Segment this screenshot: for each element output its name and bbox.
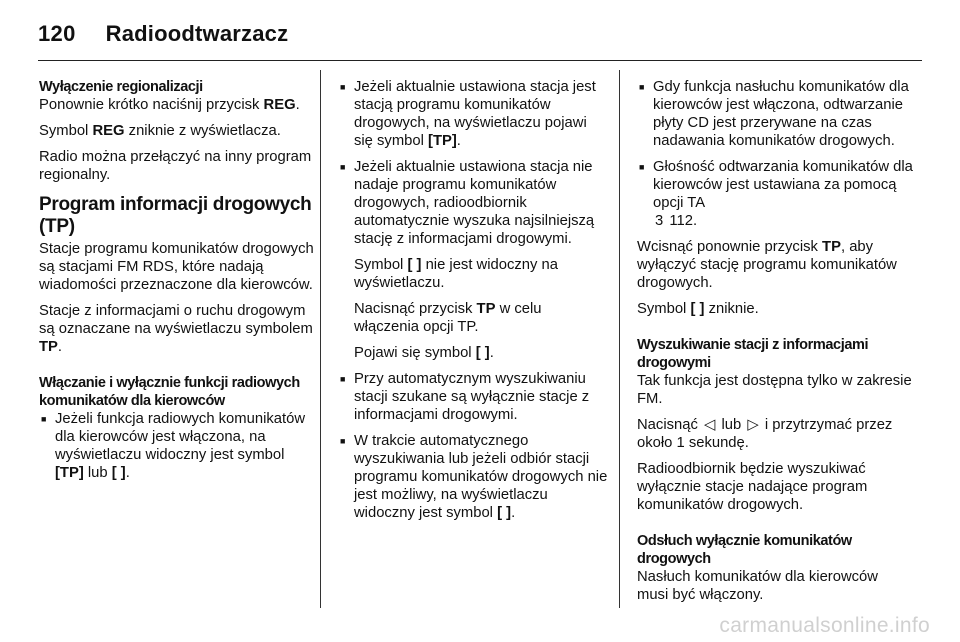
page-header: [38, 14, 288, 54]
list-item: ■ Jeżeli aktualnie ustawiona stacja nie nadaje programu komunikatów drogowych, radioodbiornik automatycznie wyszuka najsilniejszą stację z informacjami drogowymi. Symbol [ ] nie jest widoczny na wyświetlaczu. Nacisnąć przycisk TP w celu włączenia opcji TP. Pojawi się symbol [ ].: [338, 158, 608, 362]
paragraph: Stacje z informacjami o ruchu drogowym są oznaczane na wyświetlaczu symbolem TP.: [39, 303, 313, 355]
paragraph: Symbol [ ] zniknie.: [637, 301, 759, 317]
heading-enable-tp: Włączanie i wyłącznie funkcji radiowych komunikatów dla kierowców: [39, 375, 300, 409]
column-1: [39, 78, 315, 490]
paragraph: Symbol REG zniknie z wyświetlacza.: [39, 123, 281, 139]
watermark: carmanualsonline.info: [719, 614, 930, 637]
paragraph: Wcisnąć ponownie przycisk TP, aby wyłączyć stację programu komunikatów drogowych.: [637, 239, 897, 291]
column-2: [338, 78, 608, 530]
heading-disable-regionalization: Wyłączenie regionalizacji: [39, 79, 203, 95]
page-number: 120: [38, 21, 76, 46]
paragraph: Ponownie krótko naciśnij przycisk REG.: [39, 97, 300, 113]
page-title: Radioodtwarzacz: [105, 21, 289, 46]
heading-traffic-only: Odsłuch wyłącznie komunikatów drogowych: [637, 533, 852, 567]
list-item: ■ Gdy funkcja nasłuchu komunikatów dla kierowców jest włączona, odtwarzanie płyty CD jest przerywane na czas nadawania komunikatów drogowych.: [637, 78, 913, 150]
list-item: ■ Przy automatycznym wyszukiwaniu stacji szukane są wyłącznie stacje z informacjami drogowymi.: [338, 370, 608, 424]
page-reference-icon: 3: [655, 213, 664, 229]
column-divider-2: [619, 70, 620, 608]
list-item: ■ Jeżeli funkcja radiowych komunikatów dla kierowców jest włączona, na wyświetlaczu widoczny jest symbol [TP] lub [ ].: [39, 410, 315, 482]
seek-back-icon: ◁: [703, 417, 716, 433]
header-rule: [38, 60, 922, 61]
bullet-list: [338, 78, 608, 522]
column-3: [637, 78, 913, 612]
list-item: ■ Głośność odtwarzania komunikatów dla kierowców jest ustawiana za pomocą opcji TA 3 112.: [637, 158, 913, 230]
list-item: ■ W trakcie automatycznego wyszukiwania lub jeżeli odbiór stacji programu komunikatów drogowych nie jest możliwy, na wyświetlaczu widoczny jest symbol [ ].: [338, 432, 608, 522]
paragraph: Tak funkcja jest dostępna tylko w zakresie FM.: [637, 373, 912, 407]
paragraph: Nacisnąć ◁ lub ▷ i przytrzymać przez około 1 sekundę.: [637, 417, 893, 451]
paragraph: Radioodbiornik będzie wyszukiwać wyłącznie stacje nadające program komunikatów drogowych.: [637, 461, 868, 513]
paragraph: Nasłuch komunikatów dla kierowców musi być włączony.: [637, 569, 878, 603]
bullet-list: [39, 410, 315, 482]
list-item: ■ Jeżeli aktualnie ustawiona stacja jest stacją programu komunikatów drogowych, na wyświetlaczu pojawi się symbol [TP].: [338, 78, 608, 150]
paragraph: Stacje programu komunikatów drogowych są stacjami FM RDS, które nadają wiadomości przeznaczone dla kierowców.: [39, 241, 314, 293]
bullet-list: [637, 78, 913, 230]
heading-search-tp-stations: Wyszukiwanie stacji z informacjami drogowymi: [637, 337, 869, 371]
paragraph: Radio można przełączyć na inny program regionalny.: [39, 149, 312, 183]
seek-forward-icon: ▷: [747, 417, 759, 433]
section-heading-tp: Program informacji drogowych (TP): [39, 194, 312, 237]
column-divider-1: [320, 70, 321, 608]
